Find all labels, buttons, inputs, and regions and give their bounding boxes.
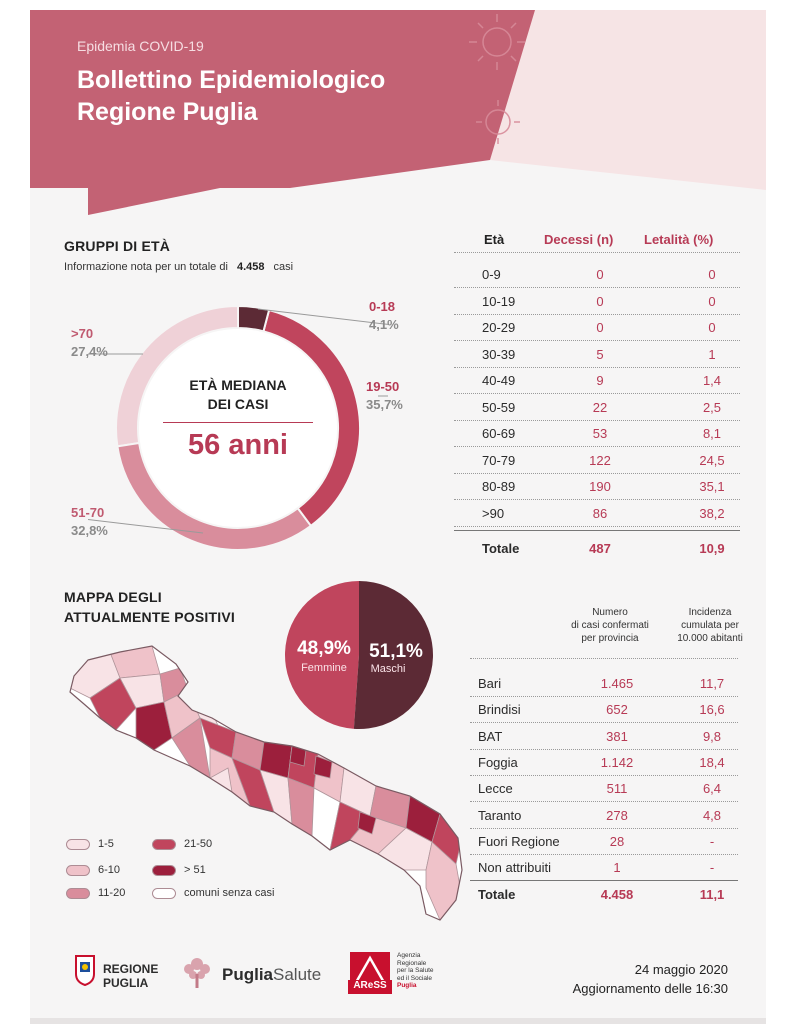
deaths-row-divider bbox=[454, 473, 740, 474]
median-age-box bbox=[148, 376, 328, 462]
legend-6-10: 6-10 bbox=[66, 864, 120, 876]
deaths-row-value: 190 bbox=[589, 479, 611, 494]
deaths-row-divider bbox=[454, 420, 740, 421]
deaths-row-value: 22 bbox=[592, 399, 608, 415]
deaths-header-age: Età bbox=[484, 232, 505, 247]
province-row-cases: 278 bbox=[606, 807, 628, 823]
deaths-total-divider bbox=[454, 530, 740, 531]
puglia-salute-logo: PugliaSalute bbox=[222, 965, 322, 984]
province-row-divider bbox=[470, 749, 738, 750]
province-row-divider bbox=[470, 696, 738, 697]
median-age-label-line2: DEI CASI bbox=[207, 396, 269, 412]
province-row-divider bbox=[470, 854, 738, 855]
deaths-total-value: 487 bbox=[589, 541, 611, 556]
note-total: 4.458 bbox=[236, 261, 265, 273]
province-row-name: Non attribuiti bbox=[478, 860, 551, 876]
lethality-row-value: 24,5 bbox=[699, 452, 725, 468]
lethality-row-value: 8,1 bbox=[702, 426, 722, 441]
female-label: Femmine bbox=[301, 662, 347, 674]
note-prefix: Informazione nota per un totale di bbox=[64, 261, 228, 273]
bottom-strip bbox=[30, 1018, 766, 1024]
segment-label-0-18: 0-18 4,1% bbox=[369, 299, 399, 332]
legend-no-cases: comuni senza casi bbox=[152, 887, 275, 899]
lethality-row-value: 35,1 bbox=[699, 479, 725, 494]
deaths-row-divider bbox=[454, 393, 740, 394]
deaths-row-divider bbox=[454, 340, 740, 341]
province-row-incidence: 11,7 bbox=[699, 676, 725, 691]
legend-over-51: > 51 bbox=[152, 864, 206, 876]
deaths-table bbox=[450, 228, 750, 558]
legend-swatch bbox=[66, 888, 90, 899]
deaths-header-deaths: Decessi (n) bbox=[544, 232, 614, 247]
deaths-row-value: 53 bbox=[592, 426, 608, 441]
deaths-row-divider bbox=[454, 287, 740, 288]
province-row-incidence: 6,4 bbox=[702, 781, 722, 797]
deaths-row-value: 0 bbox=[596, 293, 604, 309]
province-row-name: Bari bbox=[478, 676, 502, 691]
header-title-line2: Regione Puglia bbox=[77, 98, 258, 126]
deaths-row-value: 86 bbox=[592, 505, 608, 521]
deaths-row-divider bbox=[454, 526, 740, 527]
deaths-row-divider bbox=[454, 314, 740, 315]
province-row-incidence: 16,6 bbox=[699, 702, 725, 718]
deaths-row-age: 10-19 bbox=[482, 293, 516, 309]
male-label: Maschi bbox=[370, 663, 406, 675]
province-row-cases: 1 bbox=[613, 860, 621, 876]
segment-label-over-70: >70 27,4% bbox=[71, 326, 108, 359]
lethality-row-value: 0 bbox=[708, 320, 716, 335]
lethality-row-value: 0 bbox=[708, 293, 716, 309]
province-row-divider bbox=[470, 828, 738, 829]
deaths-row-value: 0 bbox=[596, 320, 604, 335]
median-age-value: 56 anni bbox=[188, 429, 288, 461]
province-row-cases: 652 bbox=[606, 702, 628, 718]
legend-1-5: 1-5 bbox=[66, 838, 114, 850]
footer-date-block bbox=[573, 960, 728, 998]
province-row-name: Foggia bbox=[478, 754, 518, 770]
province-table bbox=[470, 606, 760, 906]
lethality-row-value: 2,5 bbox=[702, 399, 722, 415]
deaths-row-age: 80-89 bbox=[482, 479, 516, 494]
legend-21-50: 21-50 bbox=[152, 838, 212, 850]
median-divider bbox=[163, 422, 313, 423]
footer-update: Aggiornamento delle 16:30 bbox=[572, 981, 728, 996]
province-row-divider bbox=[470, 775, 738, 776]
deaths-row-value: 122 bbox=[589, 452, 611, 468]
province-header-divider bbox=[470, 658, 738, 659]
lethality-row-value: 38,2 bbox=[699, 505, 725, 521]
lethality-row-value: 1,4 bbox=[702, 373, 722, 388]
province-total-incidence: 11,1 bbox=[699, 887, 725, 902]
lethality-row-value: 0 bbox=[708, 267, 716, 282]
deaths-row-value: 0 bbox=[596, 267, 604, 282]
province-row-divider bbox=[470, 722, 738, 723]
province-row-incidence: 18,4 bbox=[699, 754, 725, 770]
province-row-incidence: - bbox=[709, 860, 715, 876]
deaths-row-age: 50-59 bbox=[482, 399, 516, 415]
regione-puglia-crest bbox=[74, 954, 96, 986]
province-row-cases: 1.465 bbox=[600, 676, 634, 691]
deaths-row-value: 5 bbox=[596, 346, 604, 362]
deaths-row-age: 40-49 bbox=[482, 373, 516, 388]
deaths-row-age: >90 bbox=[482, 505, 505, 521]
legend-swatch bbox=[152, 865, 176, 876]
regione-puglia-logo: REGIONE PUGLIA bbox=[103, 962, 159, 990]
deaths-row-divider bbox=[454, 367, 740, 368]
legend-11-20: 11-20 bbox=[66, 887, 125, 899]
incidence-header: Incidenza cumulata per 10.000 abitanti bbox=[677, 607, 743, 644]
legend-swatch bbox=[66, 865, 90, 876]
segment-label-51-70: 51-70 32,8% bbox=[71, 505, 108, 538]
header-subtitle: Epidemia COVID-19 bbox=[77, 38, 204, 54]
province-row-divider bbox=[470, 801, 738, 802]
aress-description: Agenzia Regionale per la Salute ed il Sociale Puglia bbox=[397, 952, 434, 989]
cases-header: Numero di casi confermati per provincia bbox=[571, 607, 649, 644]
province-row-cases: 381 bbox=[606, 728, 628, 744]
province-row-name: Fuori Regione bbox=[478, 833, 560, 849]
deaths-row-age: 70-79 bbox=[482, 452, 516, 468]
legend-swatch bbox=[152, 839, 176, 850]
province-total-divider bbox=[470, 880, 738, 881]
map-title: MAPPA DEGLI ATTUALMENTE POSITIVI bbox=[64, 589, 235, 625]
deaths-row-age: 0-9 bbox=[482, 267, 501, 282]
deaths-row-age: 60-69 bbox=[482, 426, 516, 441]
median-age-label-line1: ETÀ MEDIANA bbox=[189, 377, 287, 393]
note-suffix: casi bbox=[273, 261, 294, 273]
province-row-name: BAT bbox=[478, 728, 503, 744]
deaths-total-label: Totale bbox=[482, 541, 520, 556]
province-row-name: Taranto bbox=[478, 807, 522, 823]
legend-swatch bbox=[152, 888, 176, 899]
header-title bbox=[77, 64, 385, 128]
province-row-cases: 1.142 bbox=[600, 754, 634, 770]
age-groups-note bbox=[64, 261, 293, 273]
province-row-incidence: 9,8 bbox=[702, 728, 722, 744]
bulletin-page bbox=[30, 10, 766, 1020]
province-total-label: Totale bbox=[478, 887, 516, 902]
legend-swatch bbox=[66, 839, 90, 850]
female-pct: 48,9% bbox=[297, 638, 351, 659]
age-groups-title: GRUPPI DI ETÀ bbox=[64, 238, 171, 254]
deaths-header-lethality: Letalità (%) bbox=[644, 232, 714, 247]
province-row-name: Brindisi bbox=[478, 702, 521, 718]
lethality-row-value: 1 bbox=[708, 346, 716, 362]
male-pct: 51,1% bbox=[369, 641, 423, 662]
deaths-header-divider bbox=[454, 252, 740, 253]
province-total-cases: 4.458 bbox=[600, 887, 634, 902]
deaths-row-value: 9 bbox=[596, 373, 604, 388]
deaths-row-age: 30-39 bbox=[482, 346, 516, 362]
province-row-name: Lecce bbox=[478, 781, 513, 797]
puglia-salute-tree-icon bbox=[179, 954, 215, 990]
lethality-total-value: 10,9 bbox=[699, 541, 725, 556]
aress-logo-text: AReSS bbox=[348, 980, 392, 994]
deaths-row-divider bbox=[454, 446, 740, 447]
province-row-incidence: - bbox=[709, 833, 715, 849]
deaths-row-age: 20-29 bbox=[482, 320, 516, 335]
province-row-cases: 28 bbox=[609, 833, 625, 849]
province-row-incidence: 4,8 bbox=[702, 807, 722, 823]
footer-date: 24 maggio 2020 bbox=[634, 962, 728, 977]
province-row-cases: 511 bbox=[606, 781, 628, 797]
header-title-line1: Bollettino Epidemiologico bbox=[77, 66, 386, 94]
segment-label-19-50: 19-50 35,7% bbox=[366, 379, 403, 412]
deaths-row-divider bbox=[454, 499, 740, 500]
